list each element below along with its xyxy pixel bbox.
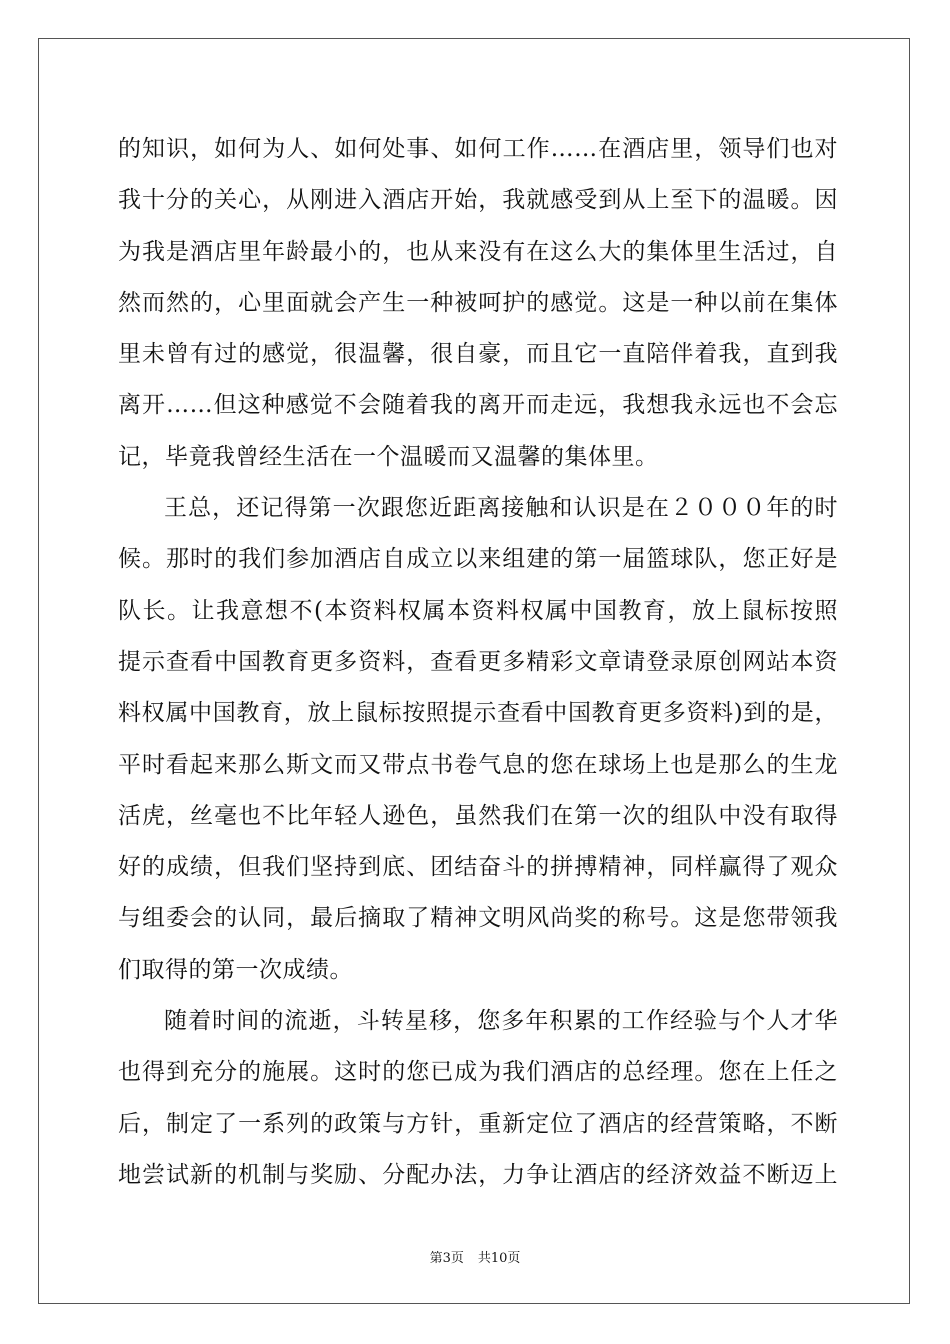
text-line: 料权属中国教育，放上鼠标按照提示查看中国教育更多资料)到的是， <box>118 700 838 727</box>
text-line: 里未曾有过的感觉，很温馨，很自豪，而且它一直陪伴着我，直到我 <box>118 341 838 368</box>
paragraph-first-line: 随着时间的流逝，斗转星移，您多年积累的工作经验与个人才华 <box>164 1008 838 1035</box>
text-line: 地尝试新的机制与奖励、分配办法，力争让酒店的经济效益不断迈上 <box>118 1161 838 1188</box>
text-line: 好的成绩，但我们坚持到底、团结奋斗的拼搏精神，同样赢得了观众 <box>118 854 838 881</box>
text-line: 提示查看中国教育更多资料，查看更多精彩文章请登录原创网站本资 <box>118 648 838 675</box>
text-line: 也得到充分的施展。这时的您已成为我们酒店的总经理。您在上任之 <box>118 1059 838 1086</box>
text-line: 后，制定了一系列的政策与方针，重新定位了酒店的经营策略，不断 <box>118 1110 838 1137</box>
text-line: 记，毕竟我曾经生活在一个温暖而又温馨的集体里。 <box>118 443 659 470</box>
text-line: 活虎，丝毫也不比年轻人逊色，虽然我们在第一次的组队中没有取得 <box>118 802 838 829</box>
text-line: 我十分的关心，从刚进入酒店开始，我就感受到从上至下的温暖。因 <box>118 187 838 214</box>
text-line: 离开……但这种感觉不会随着我的离开而走远，我想我永远也不会忘 <box>118 392 838 419</box>
text-line: 队长。让我意想不(本资料权属本资料权属中国教育，放上鼠标按照 <box>118 597 838 624</box>
text-line: 为我是酒店里年龄最小的，也从来没有在这么大的集体里生活过，自 <box>118 238 838 265</box>
page-total: 共10页 <box>477 1251 521 1266</box>
text-line: 的知识，如何为人、如何处事、如何工作……在酒店里，领导们也对 <box>118 136 838 162</box>
text-line: 们取得的第一次成绩。 <box>118 956 353 983</box>
page-number: 第3页 <box>429 1251 464 1266</box>
text-line: 候。那时的我们参加酒店自成立以来组建的第一届篮球队，您正好是 <box>118 546 838 573</box>
text-line: 平时看起来那么斯文而又带点书卷气息的您在球场上也是那么的生龙 <box>118 751 838 778</box>
document-body <box>118 124 838 1201</box>
paragraph-first-line: 王总，还记得第一次跟您近距离接触和认识是在２０００年的时 <box>164 495 838 522</box>
text-line: 然而然的，心里面就会产生一种被呵护的感觉。这是一种以前在集体 <box>118 289 838 316</box>
text-line: 与组委会的认同，最后摘取了精神文明风尚奖的称号。这是您带领我 <box>118 905 838 932</box>
page-footer <box>0 1247 950 1266</box>
